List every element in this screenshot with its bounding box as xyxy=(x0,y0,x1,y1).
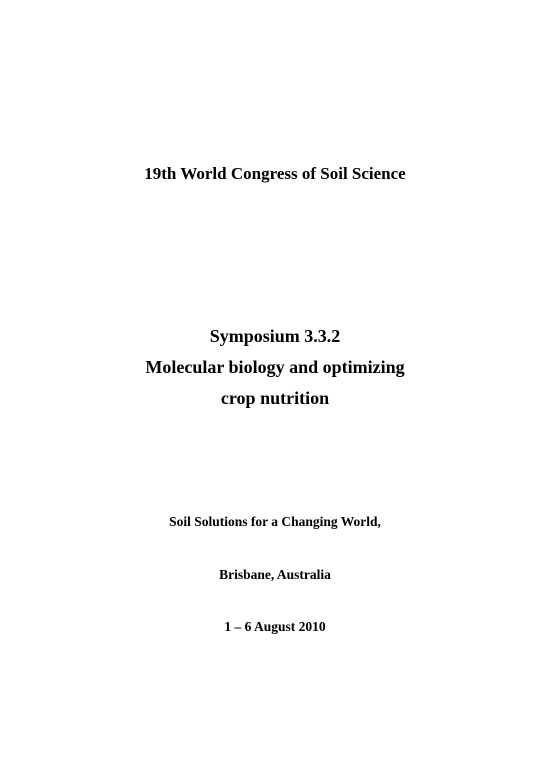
congress-location: Brisbane, Australia xyxy=(219,567,331,582)
congress-title: 19th World Congress of Soil Science xyxy=(144,164,406,183)
congress-theme: Soil Solutions for a Changing World, xyxy=(169,514,381,529)
symposium-topic-line-1: Molecular biology and optimizing xyxy=(145,357,405,377)
congress-dates: 1 – 6 August 2010 xyxy=(224,619,326,634)
symposium-topic-line-2: crop nutrition xyxy=(220,388,330,408)
symposium-number: Symposium 3.3.2 xyxy=(209,326,341,346)
